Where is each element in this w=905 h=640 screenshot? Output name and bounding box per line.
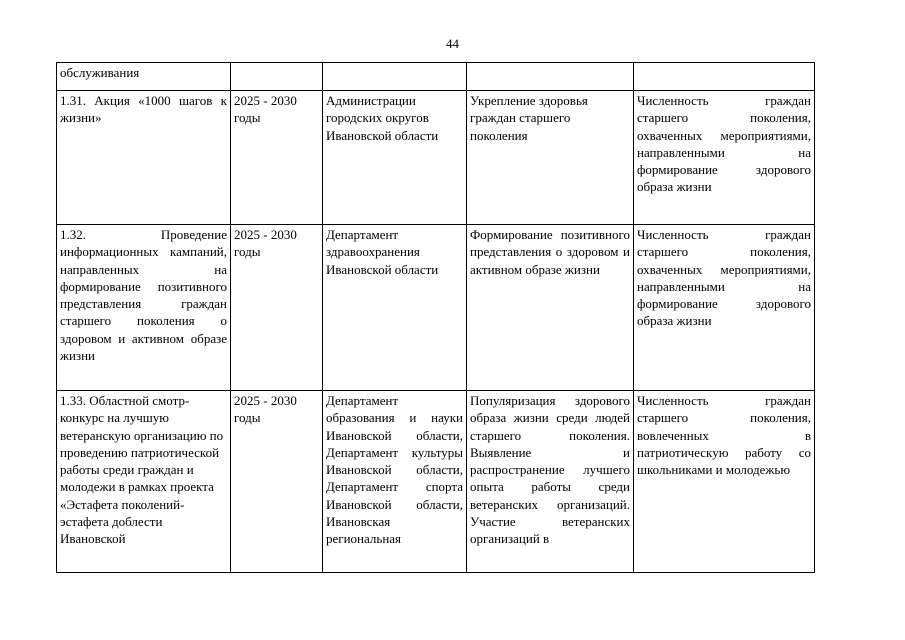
measure-cell: 1.31. Акция «1000 шагов к жизни» [57,91,231,225]
period-cell: 2025 - 2030 годы [231,91,323,225]
measures-table [56,62,815,573]
period-cell: 2025 - 2030 годы [231,391,323,573]
table-row [57,63,815,91]
period-cell: 2025 - 2030 годы [231,225,323,391]
executor-cell: Департамент здравоохранения Ивановской области [323,225,467,391]
table-row [57,391,815,573]
executor-cell [323,63,467,91]
result-cell: Популяризация здорового образа жизни среди людей старшего поколения. Выявление и распространение лучшего опыта работы среди ветеранских организаций. Участие ветеранских организаций в [467,391,634,573]
indicator-cell: Численность граждан старшего поколения, охваченных мероприятиями, направленными на формирование здорового образа жизни [634,225,815,391]
result-cell: Формирование позитивного представления о здоровом и активном образе жизни [467,225,634,391]
measure-cell: 1.32. Проведение информационных кампаний, направленных на формирование позитивного представления граждан старшего поколения о здоровом и активном образе жизни [57,225,231,391]
executor-cell: Департамент образования и науки Ивановской области, Департамент культуры Ивановской области, Департамент спорта Ивановской области, Ивановская региональная [323,391,467,573]
page-number: 44 [446,36,459,51]
indicator-cell [634,63,815,91]
executor-cell: Администрации городских округов Ивановской области [323,91,467,225]
indicator-cell: Численность граждан старшего поколения, охваченных мероприятиями, направленными на формирование здорового образа жизни [634,91,815,225]
result-cell [467,63,634,91]
indicator-cell: Численность граждан старшего поколения, вовлеченных в патриотическую работу со школьниками и молодежью [634,391,815,573]
table-row [57,225,815,391]
period-cell [231,63,323,91]
table-row [57,91,815,225]
measure-cell: 1.33. Областной смотр-конкурс на лучшую ветеранскую организацию по проведению патриотической работы среди граждан и молодежи в рамках проекта «Эстафета поколений- эстафета доблести Ивановской [57,391,231,573]
result-cell: Укрепление здоровья граждан старшего поколения [467,91,634,225]
measure-cell: обслуживания [57,63,231,91]
